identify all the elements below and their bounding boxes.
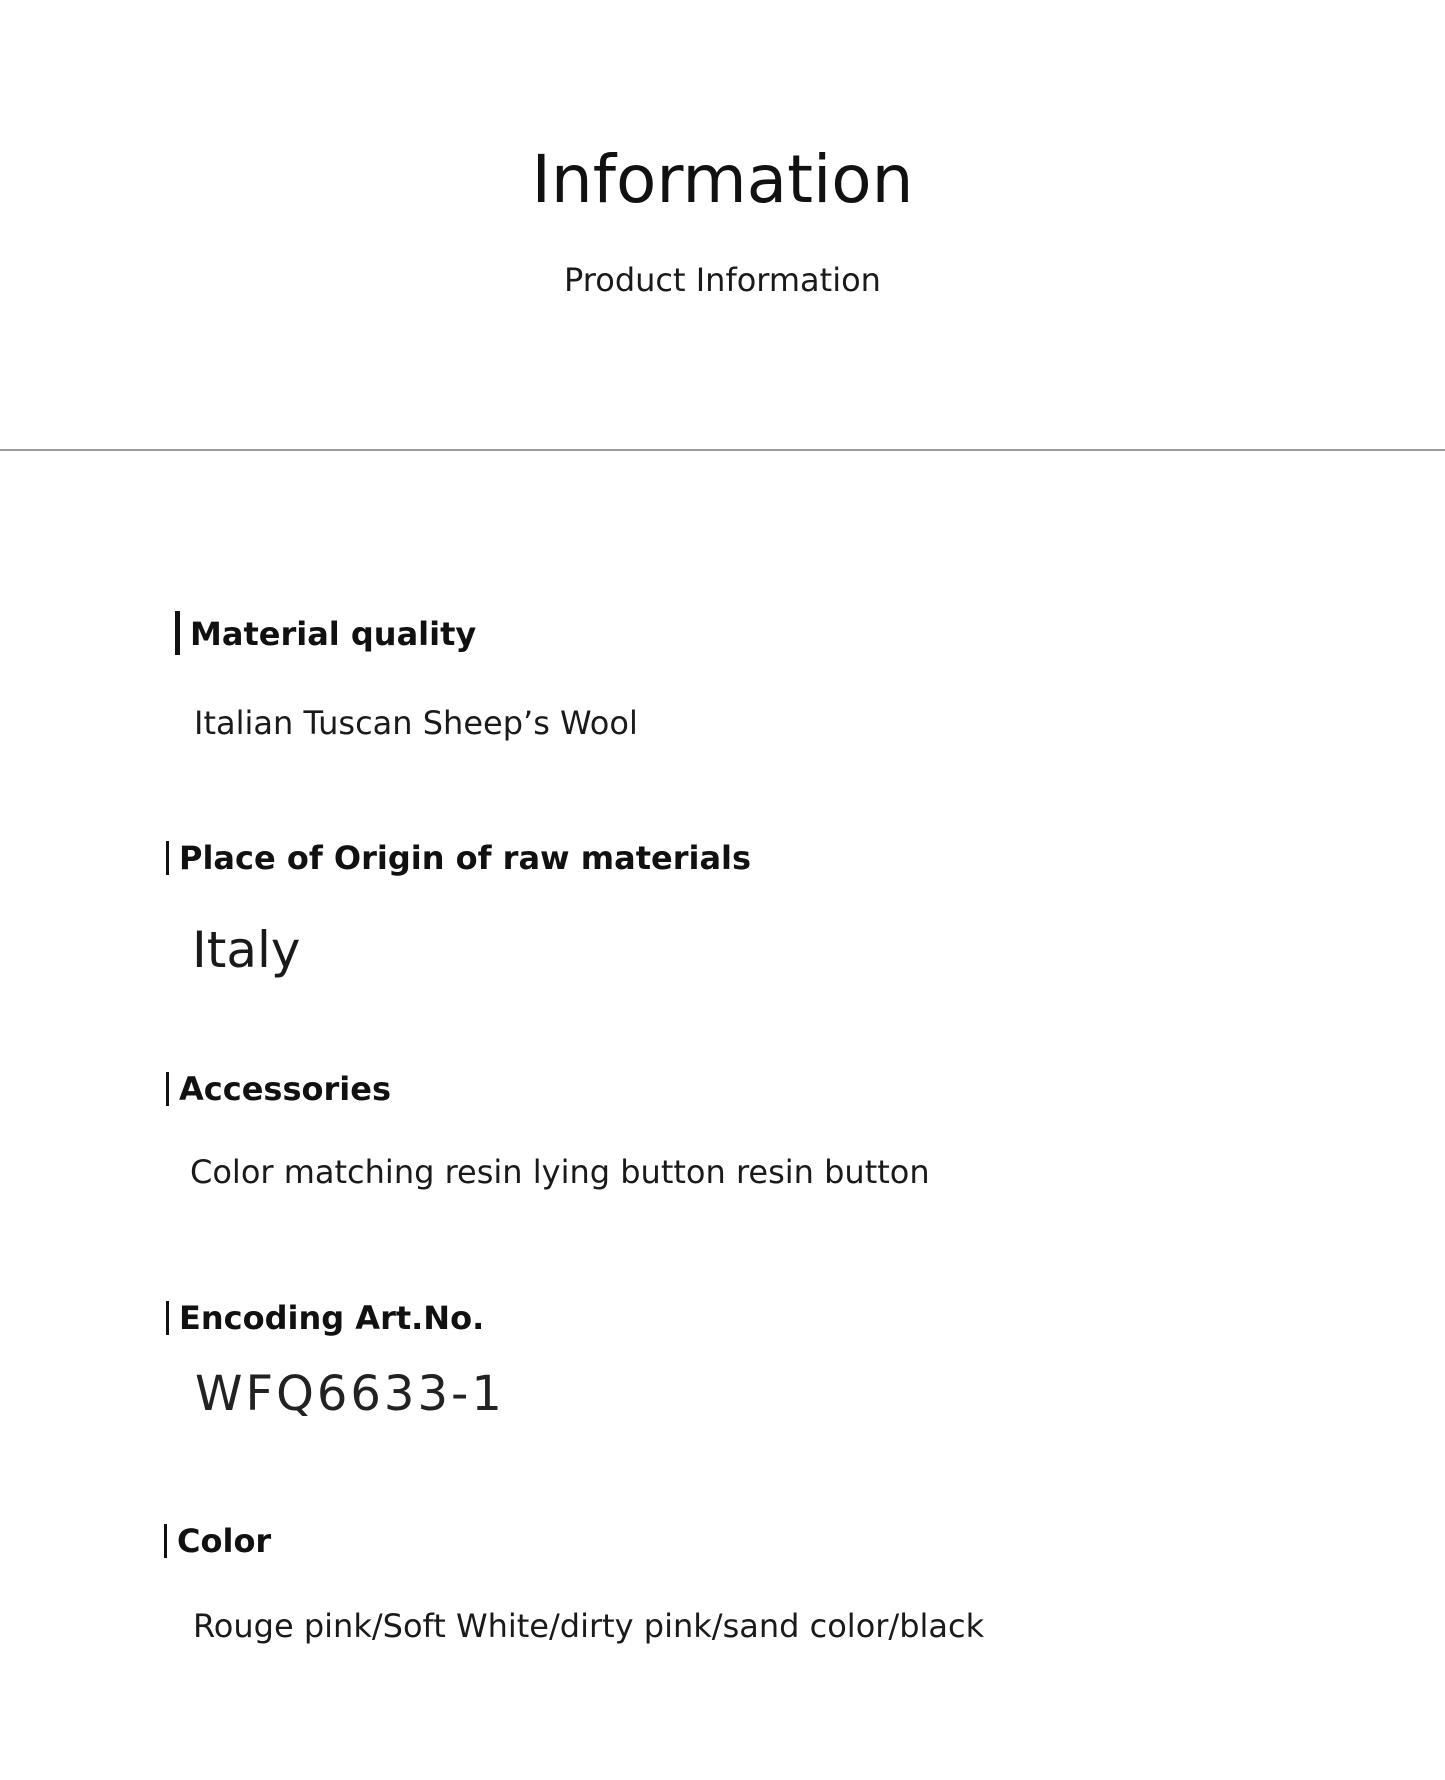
section-marker [175, 611, 180, 655]
divider [0, 449, 1445, 451]
color-label [164, 1521, 271, 1561]
art-no-label [166, 1298, 484, 1338]
accessories-value: Color matching resin lying button resin button [190, 1153, 930, 1191]
material-quality-label [175, 614, 476, 655]
color-value: Rouge pink/Soft White/dirty pink/sand color/black [193, 1607, 985, 1645]
origin-label-text: Place of Origin of raw materials [179, 839, 752, 877]
section-marker [166, 1072, 169, 1106]
color-label-text: Color [177, 1522, 272, 1560]
art-no-value: WFQ6633-1 [195, 1366, 505, 1422]
page-subtitle: Product Information [564, 261, 881, 299]
section-marker [164, 1524, 167, 1558]
section-marker [166, 841, 169, 875]
section-marker [166, 1301, 169, 1335]
material-quality-value: Italian Tuscan Sheep’s Wool [194, 704, 638, 742]
page-title: Information [531, 141, 914, 218]
art-no-label-text: Encoding Art.No. [179, 1299, 485, 1337]
accessories-label [166, 1069, 391, 1109]
material-quality-label-text: Material quality [190, 615, 477, 653]
origin-label [166, 838, 751, 878]
origin-value: Italy [192, 921, 301, 979]
accessories-label-text: Accessories [179, 1070, 391, 1108]
